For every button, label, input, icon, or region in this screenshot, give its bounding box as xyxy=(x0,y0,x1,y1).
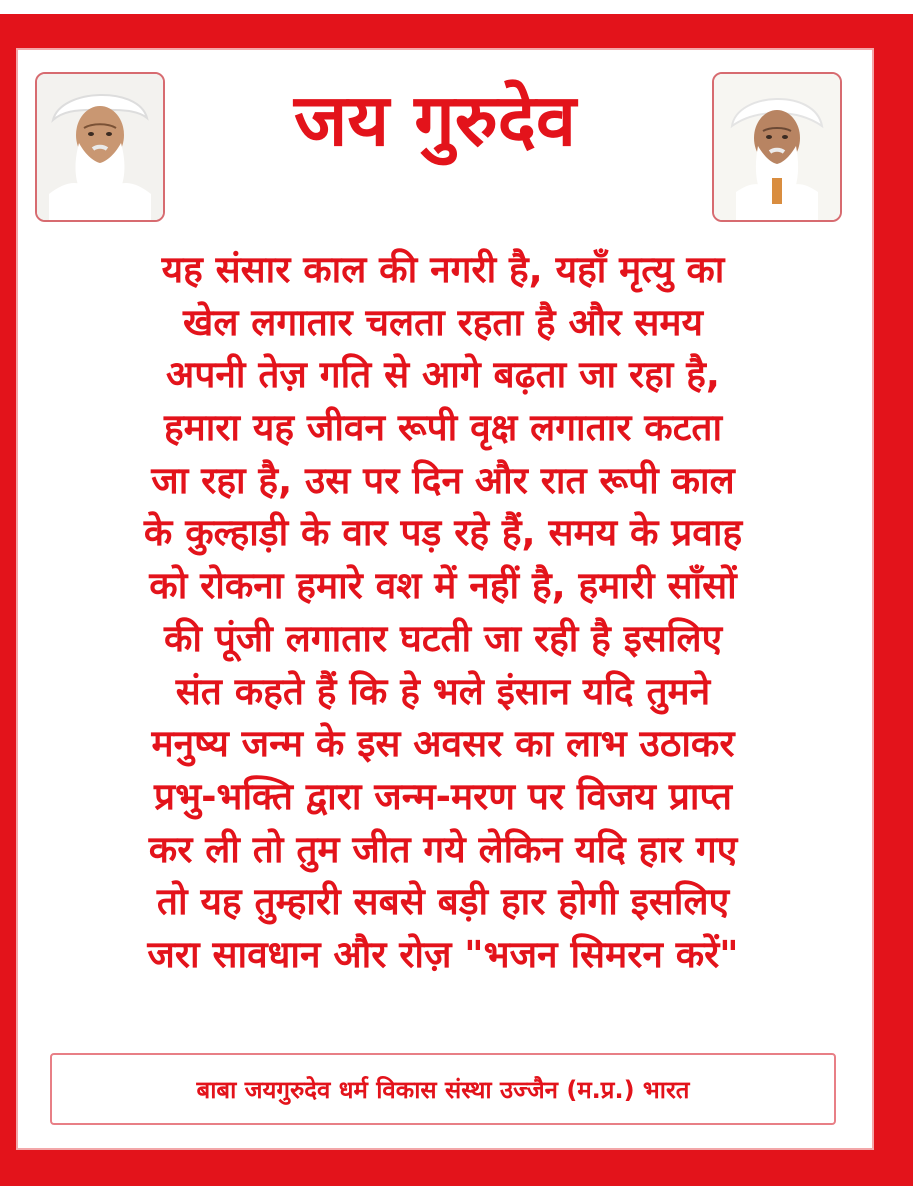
message-line: हमारा यह जीवन रूपी वृक्ष लगातार कटता xyxy=(163,406,723,450)
message-line: जरा सावधान और रोज़ "भजन सिमरन करें" xyxy=(147,932,739,976)
message-line: की पूंजी लगातार घटती जा रही है इसलिए xyxy=(163,616,723,660)
message-line: अपनी तेज़ गति से आगे बढ़ता जा रहा है, xyxy=(166,353,720,397)
hindi-message xyxy=(38,244,848,982)
message-line: को रोकना हमारे वश में नहीं है, हमारी साँसों xyxy=(149,564,737,608)
left-guru-portrait-icon xyxy=(35,72,165,222)
message-line: के कुल्हाड़ी के वार पड़ रहे हैं, समय के प्रवाह xyxy=(143,511,743,555)
right-guru-portrait-icon xyxy=(712,72,842,222)
message-line: मनुष्य जन्म के इस अवसर का लाभ उठाकर xyxy=(151,722,735,766)
organization-footer xyxy=(50,1053,836,1125)
organization-name: बाबा जयगुरुदेव धर्म विकास संस्था उज्जैन (म.प्र.) भारत xyxy=(196,1075,690,1104)
message-line: तो यह तुम्हारी सबसे बड़ी हार होगी इसलिए xyxy=(156,880,730,924)
message-line: कर ली तो तुम जीत गये लेकिन यदि हार गए xyxy=(148,827,738,871)
message-line: प्रभु-भक्ति द्वारा जन्म-मरण पर विजय प्राप्त xyxy=(154,774,732,818)
message-line: जा रहा है, उस पर दिन और रात रूपी काल xyxy=(151,458,735,502)
message-line: यह संसार काल की नगरी है, यहाँ मृत्यु का xyxy=(161,248,725,291)
page-title: जय गुरुदेव xyxy=(293,78,577,162)
message-line: खेल लगातार चलता रहता है और समय xyxy=(183,300,703,344)
message-line: संत कहते हैं कि हे भले इंसान यदि तुमने xyxy=(175,669,711,713)
